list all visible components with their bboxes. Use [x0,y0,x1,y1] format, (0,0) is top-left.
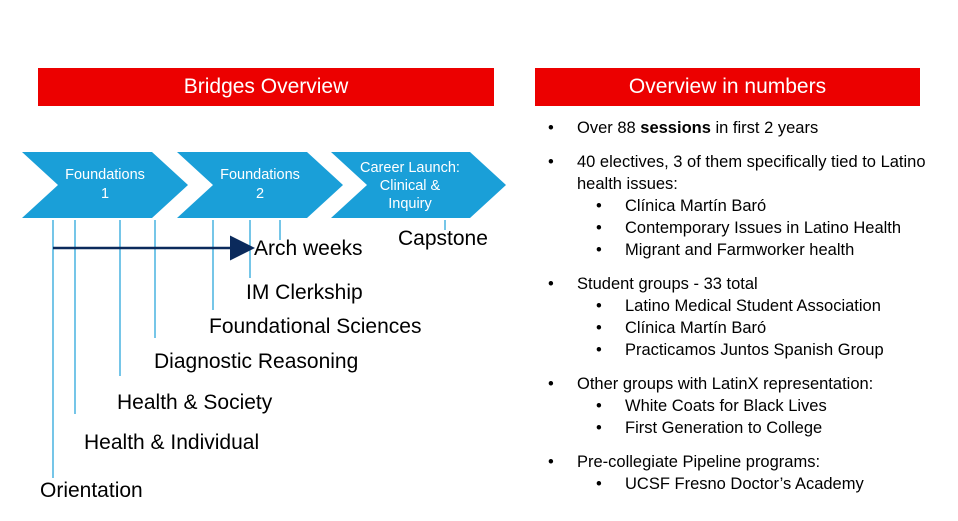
stage-2-line-1: Foundations [220,167,300,183]
label-im-clerkship: IM Clerkship [246,281,363,304]
bullet-sessions [548,117,948,139]
stage-1-line-2: 1 [100,186,110,202]
bullet-student-groups [548,273,948,361]
sessions-prefix: Over 88 [577,119,641,137]
bullet-dot: • [596,397,602,415]
pipeline-text: Pre-collegiate Pipeline programs: [577,453,821,471]
chevron-foundations-1 [22,152,188,218]
sessions-suffix: in first 2 years [710,119,819,137]
stage-3-line-2: Clinical & [379,178,441,194]
groups-text: Student groups - 33 total [577,275,758,293]
label-arch-weeks: Arch weeks [254,237,363,260]
sub-bullet-text: UCSF Fresno Doctor’s Academy [625,475,864,493]
chevron-foundations-2 [177,152,343,218]
sub-bullet-text: Migrant and Farmworker health [625,241,855,259]
sub-bullet [548,317,948,339]
stage-3-line-1: Career Launch: [360,160,460,176]
bullet-dot: • [596,319,602,337]
bullet-dot: • [548,275,554,293]
bullet-dot: • [596,241,602,259]
sub-bullet [548,295,948,317]
sub-bullet [548,195,948,217]
bullet-dot: • [596,297,602,315]
other-groups-text: Other groups with LatinX representation: [577,375,874,393]
bullet-dot: • [596,341,602,359]
label-health-individual: Health & Individual [84,431,260,454]
label-capstone: Capstone [398,227,488,250]
bullet-dot: • [548,375,554,393]
bullet-dot: • [596,419,602,437]
bullet-pipeline [548,451,948,495]
label-foundational-sciences: Foundational Sciences [209,315,422,338]
sub-bullet-text: Clínica Martín Baró [625,319,767,337]
sessions-bold: sessions [640,119,711,137]
overview-bullet-list [548,117,948,507]
sub-bullet-text: Contemporary Issues in Latino Health [625,219,902,237]
sub-bullet [548,473,948,495]
sub-bullet [548,217,948,239]
overview-in-numbers-banner: Overview in numbers [535,68,920,106]
bullet-dot: • [596,475,602,493]
bullet-other-groups [548,373,948,439]
label-health-society: Health & Society [117,391,273,414]
sub-bullet [548,239,948,261]
bullet-dot: • [596,219,602,237]
bridges-overview-banner: Bridges Overview [38,68,494,106]
sub-bullet-text: Practicamos Juntos Spanish Group [625,341,884,359]
sub-bullet-text: First Generation to College [625,419,823,437]
bullet-dot: • [548,453,554,471]
label-diagnostic-reasoning: Diagnostic Reasoning [154,350,359,373]
sub-bullet-text: Clínica Martín Baró [625,197,767,215]
sub-bullet [548,395,948,417]
stage-3-line-3: Inquiry [388,196,432,212]
sub-bullet [548,339,948,361]
bullet-dot: • [548,119,554,137]
sub-bullet-text: White Coats for Black Lives [625,397,827,415]
electives-text: 40 electives, 3 of them specifically tied to Latino health issues: [577,153,926,193]
bullet-dot: • [596,197,602,215]
sub-bullet-text: Latino Medical Student Association [625,297,881,315]
label-orientation: Orientation [40,479,143,502]
sub-bullet [548,417,948,439]
bullet-electives [548,151,948,261]
bullet-dot: • [548,153,554,171]
stage-2-line-2: 2 [255,186,265,202]
stage-1-line-1: Foundations [65,167,145,183]
